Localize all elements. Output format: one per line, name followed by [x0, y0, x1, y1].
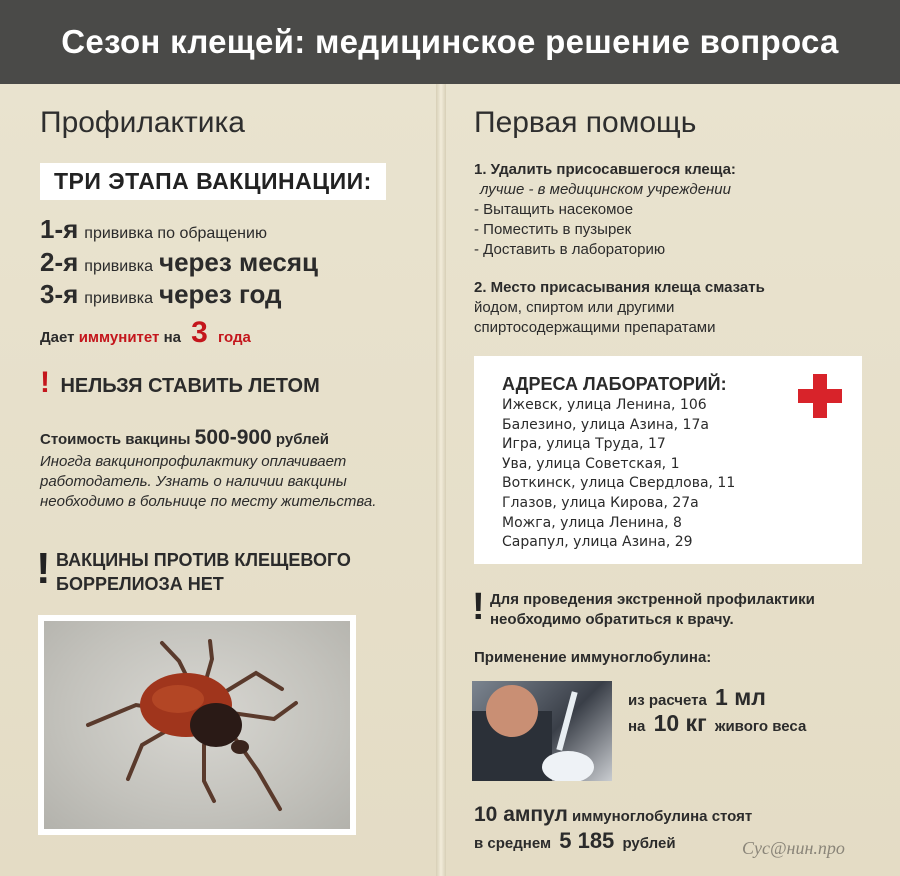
labs-list	[502, 396, 735, 553]
list-item: Глазов, улица Кирова, 27а	[502, 494, 699, 511]
immunoglobulin-title: Применение иммуноглобулина:	[474, 649, 712, 666]
step1-item-1: - Вытащить насекомое	[474, 201, 634, 218]
stage-1-num: 1-я	[40, 214, 79, 244]
stage-3-word: прививка	[84, 290, 153, 307]
cost-prefix: Стоимость вакцины	[40, 431, 191, 448]
injection-photo	[472, 681, 612, 781]
warning-icon: !	[40, 366, 50, 399]
step1-title: 1. Удалить присосавшегося клеща:	[474, 161, 736, 178]
list-item: Можга, улица Ленина, 8	[502, 514, 682, 531]
employer-note: Иногда вакцинопрофилактику оплачивает работодатель. Узнать о наличии вакцины необходимо в больнице по месту жительства.	[40, 453, 377, 510]
dose-line1	[628, 684, 766, 711]
borreliosis-line2: БОРРЕЛИОЗА НЕТ	[56, 574, 224, 594]
dose-l2-big: 10 кг	[653, 710, 707, 736]
ampules-line2	[474, 828, 676, 854]
prevention-title: Профилактика	[40, 106, 245, 139]
dose-l2-pre: на	[628, 718, 646, 735]
step2-line3: спиртосодержащими препаратами	[474, 319, 716, 336]
list-item: Воткинск, улица Свердлова, 11	[502, 475, 736, 492]
warning-icon: !	[472, 586, 485, 628]
dose-l1-pre: из расчета	[628, 692, 707, 709]
vaccination-badge: ТРИ ЭТАПА ВАКЦИНАЦИИ:	[40, 163, 386, 200]
dose-l2-post: живого веса	[714, 718, 807, 735]
stage-1-word: прививка по обращению	[84, 225, 267, 242]
list-item: Игра, улица Труда, 17	[502, 436, 666, 453]
stage-2-when: через месяц	[158, 247, 318, 277]
ampules-line1	[474, 803, 752, 827]
list-item: Ижевск, улица Ленина, 106	[502, 397, 707, 413]
dose-l1-big: 1 мл	[715, 684, 766, 710]
page-title: Сезон клещей: медицинское решение вопроса	[61, 23, 839, 60]
stage-3-when: через год	[158, 279, 282, 309]
cost-range: 500-900	[194, 426, 272, 449]
immunity-years: 3	[191, 316, 208, 349]
labs-title: АДРЕСА ЛАБОРАТОРИЙ:	[502, 374, 727, 394]
no-summer-warning	[40, 366, 320, 400]
stage-3	[40, 279, 282, 310]
emergency-line1: Для проведения экстренной профилактики	[490, 591, 815, 608]
stage-1	[40, 214, 273, 245]
warning-icon: !	[36, 544, 51, 593]
step1-item-2: - Поместить в пузырек	[474, 221, 632, 238]
borreliosis-line1: ВАКЦИНЫ ПРОТИВ КЛЕЩЕВОГО	[56, 550, 351, 570]
tick-icon	[44, 621, 350, 829]
stage-2	[40, 247, 318, 278]
list-item: Сарапул, улица Азина, 29	[502, 534, 693, 551]
watermark: Сус@нин.про	[742, 838, 845, 858]
list-item: Ува, улица Советская, 1	[502, 455, 680, 472]
step1-note: лучше - в медицинском учреждении	[480, 181, 731, 198]
immunity-line	[40, 316, 251, 350]
step2-line2: йодом, спиртом или другими	[474, 299, 675, 316]
immunity-word: иммунитет	[78, 329, 160, 346]
stage-3-num: 3-я	[40, 279, 79, 309]
ampules-big2: 5 185	[559, 828, 615, 853]
no-summer-text: НЕЛЬЗЯ СТАВИТЬ ЛЕТОМ	[60, 375, 320, 397]
immunity-prefix: Дает	[40, 329, 75, 346]
cost-suffix: рублей	[275, 431, 330, 448]
stage-2-word: прививка	[84, 258, 153, 275]
immunity-suffix: года	[218, 329, 251, 346]
ampules-big1: 10 ампул	[474, 803, 568, 826]
vaccine-cost	[40, 426, 329, 450]
immunity-mid: на	[163, 329, 181, 346]
ampules-t1: иммуноглобулина стоят	[572, 808, 753, 825]
dose-line2	[628, 710, 806, 737]
ampules-t2: в среднем	[474, 835, 552, 852]
syringe-icon	[472, 681, 612, 781]
tick-photo	[38, 615, 356, 835]
step2-title: 2. Место присасывания клеща смазать	[474, 279, 765, 296]
column-divider	[436, 84, 446, 876]
stage-2-num: 2-я	[40, 247, 79, 277]
header	[0, 0, 900, 84]
emergency-line2: необходимо обратиться к врачу.	[490, 611, 734, 628]
red-cross-icon	[796, 372, 844, 420]
labs-card	[474, 356, 862, 564]
step1-item-3: - Доставить в лабораторию	[474, 241, 666, 258]
first-aid-title: Первая помощь	[474, 106, 697, 139]
ampules-t3: рублей	[622, 835, 676, 852]
list-item: Балезино, улица Азина, 17а	[502, 416, 709, 433]
